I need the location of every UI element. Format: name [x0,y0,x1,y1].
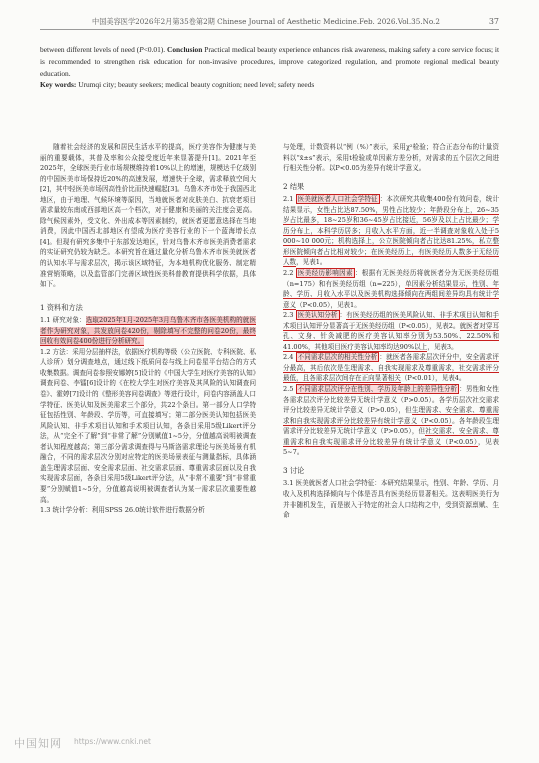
underline-2-5b: 社交需求、安全需求、尊重需求和自我实现需求评分比较差异有统计学意义（P<0.05） [283,427,499,446]
running-header [40,15,499,30]
statistics-continued: 与处理，计数资料以“例（%）”表示，采用χ²检验；符合正态分布的计量资料以“x̄±s”表示，采用t检验或单因素方差分析，对需求的五个层次之间进行相关性分析。以P<0.05为差异有统计学意义。 [283,143,499,173]
intro-paragraph: 随着社会经济的发展和居民生活水平的提高，医疗美容作为健康与美丽的重要载体，其普及率和公众接受度近年来显著提升[1]。2021年至2025年，全球医美行业市场规模维持着10%以上的增速，规模达千亿级别的中国医美市场保持近20%的高速发展，增速快于全球，需求释放空间大[2]，其中轻医美市场因高性价比而快速崛起[3]。乌鲁木齐市处于我国西北地区，由于地理、气候环境等原因，当地就医者对皮肤美白、抗衰老项目需求量较东南或西部地区高一个档次，对于健康和美丽的关注度会更高。除气候因素外，受文化、外出成本等因素制约，就医者更愿意选择在当地消费，因此中国西北部地区有望成为医疗美容行业的下一个蓝海增长点[4]。但现有研究多集中于东部发达地区，针对乌鲁木齐市医美消费者需求的实证研究仍较为缺乏。本研究旨在通过量化分析乌鲁木齐市医美就医者的认知水平与需求层次，揭示该区域特征，为本地机构优化服务、制定精准营销策略，以及监管部门完善区域性医美科普教育提供科学依据，具体如下。 [40,143,256,289]
discussion-3-1: 3.1 医美就医者人口社会学特征：本研究结果显示，性别、年龄、学历、月收入及机构选择倾向与个体是否具有医美经历显著相关。这表明医美行为并非随机发生，而是嵌入于特定的社会人口结构之中，受到资源禀赋、生命 [283,479,499,520]
boxed-heading-2-2: 医美经历影响因素 [297,269,353,278]
conclusion-label: Conclusion [167,45,203,54]
boxed-heading-2-5: 不同需求层次评分在性别、学历及年龄上的差异性分析 [297,385,458,394]
conclusion-text: Practical medical beauty experience enhances risk awareness, making safety a core service focus; it is recommended to strengthen risk education for non-invasive procedures, improve categorized regulation, and promote regional medical beauty education. [40,45,500,78]
result-2-1: 2.1 医美就医者人口社会学特征 ：本次研究共收集400份有效问卷，统计结果显示，女性占比达87.50%，男性占比较少；年龄段分布上，26~35岁占比最多，18~25岁和36~45岁占比接近，56岁及以上占比最少；学历分布上，本科学历居多；月收入水平方面，近一半调查对象收入处于5 000~10 000元；机构选择上，公立医院倾向者占比达81.25%，私立整形医院倾向者占比相对较少；在医美经历上，有医美经历人数多于无经历人数，见表1。 [283,195,499,267]
cnki-url: https://www.cnki.net [74,737,151,746]
left-column [40,142,256,516]
result-2-5: 2.5 不同需求层次评分在性别、学历及年龄上的差异性分析 ：男性和女性各需求层次评分比较差异无统计学意义（P>0.05）。各学历层次社交需求评分比较差异无统计学意义（P>0.05），但生理需求、安全需求、尊重需求和自我实现需求评分比较差异有统计学意义（P<0.05）。各年龄段生理需求评分比较差异无统计学意义（P>0.05），但社交需求、安全需求、尊重需求和自我实现需求评分比较差异有统计学意义（P<0.05），见表5~7。 [283,385,499,457]
keywords-label: Key words: [40,80,77,90]
underline-2-5a: 生理需求、安全需求、尊重需求和自我实现需求评分比较差异有统计学意义（P<0.05） [283,406,499,425]
underline-2-1: 女性占比达87.50%，男性占比较少；年龄段分布上，26~35岁占比最多，18~25岁和36~45岁占比接近，56岁及以上占比最少；学历分布上，本科学历居多；月收入水平方面，近一半调查对象收入处于5 000~10 000元；机构选择上，公立医院倾向者占比达81.25%，私立整形医院倾向者占比相对较少；在医美经历上，有医美经历人数多于无经历人数 [283,205,499,267]
english-abstract: between different levels of need (P<0.01). Conclusion Practical medical beauty experience enhances risk awareness, making safety a core service focus; it is recommended to strengthen risk education for non-invasive procedures, improve categorized regulation, and promote regional medical beauty education. Key words: Urumqi city; beauty seekers; medical beauty cognition; need level; safety needs [40,45,500,90]
boxed-heading-2-4: 不同需求层次的相关性分析 [297,353,378,362]
result-2-3: 2.3 医美认知分析 ：有医美经历组的医美风险认知、非手术项目认知和手术项目认知评分显著高于无医美经历组（P<0.05），见表2。就医者对穿耳孔、文身、针灸减肥的医疗美容认知率分别为53.50%、22.50%和41.00%，其他项目医疗美容认知率均达90%以上，见表3。 [283,311,499,351]
statistics-paragraph: 1.3 统计学分析：利用SPSS 26.0统计软件进行数据分析 [40,506,205,515]
page-number: 37 [488,17,499,26]
result-2-2: 2.2 医美经历影响因素 ：根据有无医美经历将就医者分为无医美经历组（n=175）和有医美经历组（n=225），单因素分析结果显示，性别、年龄、学历、月收入水平以及医美机构选择倾向在两组间差异均具有统计学意义（P<0.05），见表1。 [283,269,499,309]
right-column [283,142,499,521]
underline-2-3b: 就医者对穿耳孔、文身、针灸减肥的医疗美容认知率分别为53.50%、22.50%和41.00%，其他项目医疗美容认知率均达90%以上 [283,321,499,351]
result-2-4: 2.4 不同需求层次的相关性分析 ：就医者各需求层次评分中，安全需求评分最高，其后依次是生理需求、自我实现需求及尊重需求，社交需求评分最低，且各需求层次间存在正向显著相关（P<0.01），见表4。 [283,353,499,383]
underline-2-2: 单因素分析结果显示，性别、年龄、学历、月收入水平以及医美机构选择倾向在两组间差异均具有统计学意义 [283,279,499,309]
boxed-heading-2-1: 医美就医者人口社会学特征 [297,195,378,204]
cnki-logo: 中国知网 [14,737,62,750]
subjects-paragraph: 1.1 研究对象：选取2025年1月-2025年3月乌鲁木齐市各医美机构的就医者作为研究对象，共发放问卷420份，剔除填写不完整的问卷20份，最终回收有效问卷400份进行分析研究。 [40,316,256,346]
methods-paragraph: 1.2 方法：采用分层抽样法，依据医疗机构等级（公立医院、专科医院、私人诊所）划分调查地点，通过线下纸质问卷与线上问卷星平台结合的方式收集数据。调查问卷参照安娜婷[5]设计的《中国大学生对医疗美容的认知》调查问卷、李镭[6]设计的《在校大学生对医疗美容及其风险的认知调查问卷》、霍婷[7]设计的《整形美容问卷调查》等进行设计，问卷内容涵盖人口学特征、医美认知及医美需求三个部分，共22个条目。第一部分人口学特征包括性别、年龄段、学历等，可直接填写；第二部分医美认知包括医美风险认知、非手术项目认知和手术项目认知，各条目采用5级Likert评分法，从“完全不了解”到“非常了解”分别赋值1~5分，分值越高说明被调查者认知程度越高；第三部分需求调查得与马斯洛需求理论与医美场景有机融合，不同的需求层次分别对应特定的医美场景表征与测量指标，具体涵盖生理需求层面、安全需求层面、社交需求层面、尊重需求层面以及自我实现需求层面，各条目采用5级Likert评分法，从“非常不重要”到“非常重要”分别赋值1~5分，分值越高说明被调查者认为某一需求层次重要性越高。 [40,347,256,504]
underline-2-4: 就医者各需求层次评分中，安全需求评分最高，其后依次是生理需求、自我实现需求及尊重需求，社交需求评分最低，且各需求层次间存在正向显著相关 [283,353,499,383]
underline-2-3a: 有医美经历组的医美风险认知、非手术项目认知和手术项目认知评分显著高于无医美经历组（P<0.05） [283,311,499,330]
journal-header-title: 中国美容医学2026年2月第35卷第2期 Chinese Journal of Aesthetic Medicine.Feb. 2026.Vol.35.No.2 [92,17,440,26]
section-heading-results: 2 结果 [283,181,305,191]
section-heading-discussion: 3 讨论 [283,465,305,475]
highlight-subjects: 选取2025年1月-2025年3月乌鲁木齐市各医美机构的就医者作为研究对象，共发放问卷420份，剔除填写不完整的问卷20份，最终回收有效问卷400份进行分析研究。 [40,316,256,346]
section-heading-methods: 1 资料和方法 [40,302,83,312]
keywords-text: Urumqi city; beauty seekers; medical beauty cognition; need level; safety needs [76,80,315,90]
boxed-heading-2-3: 医美认知分析 [297,311,338,320]
